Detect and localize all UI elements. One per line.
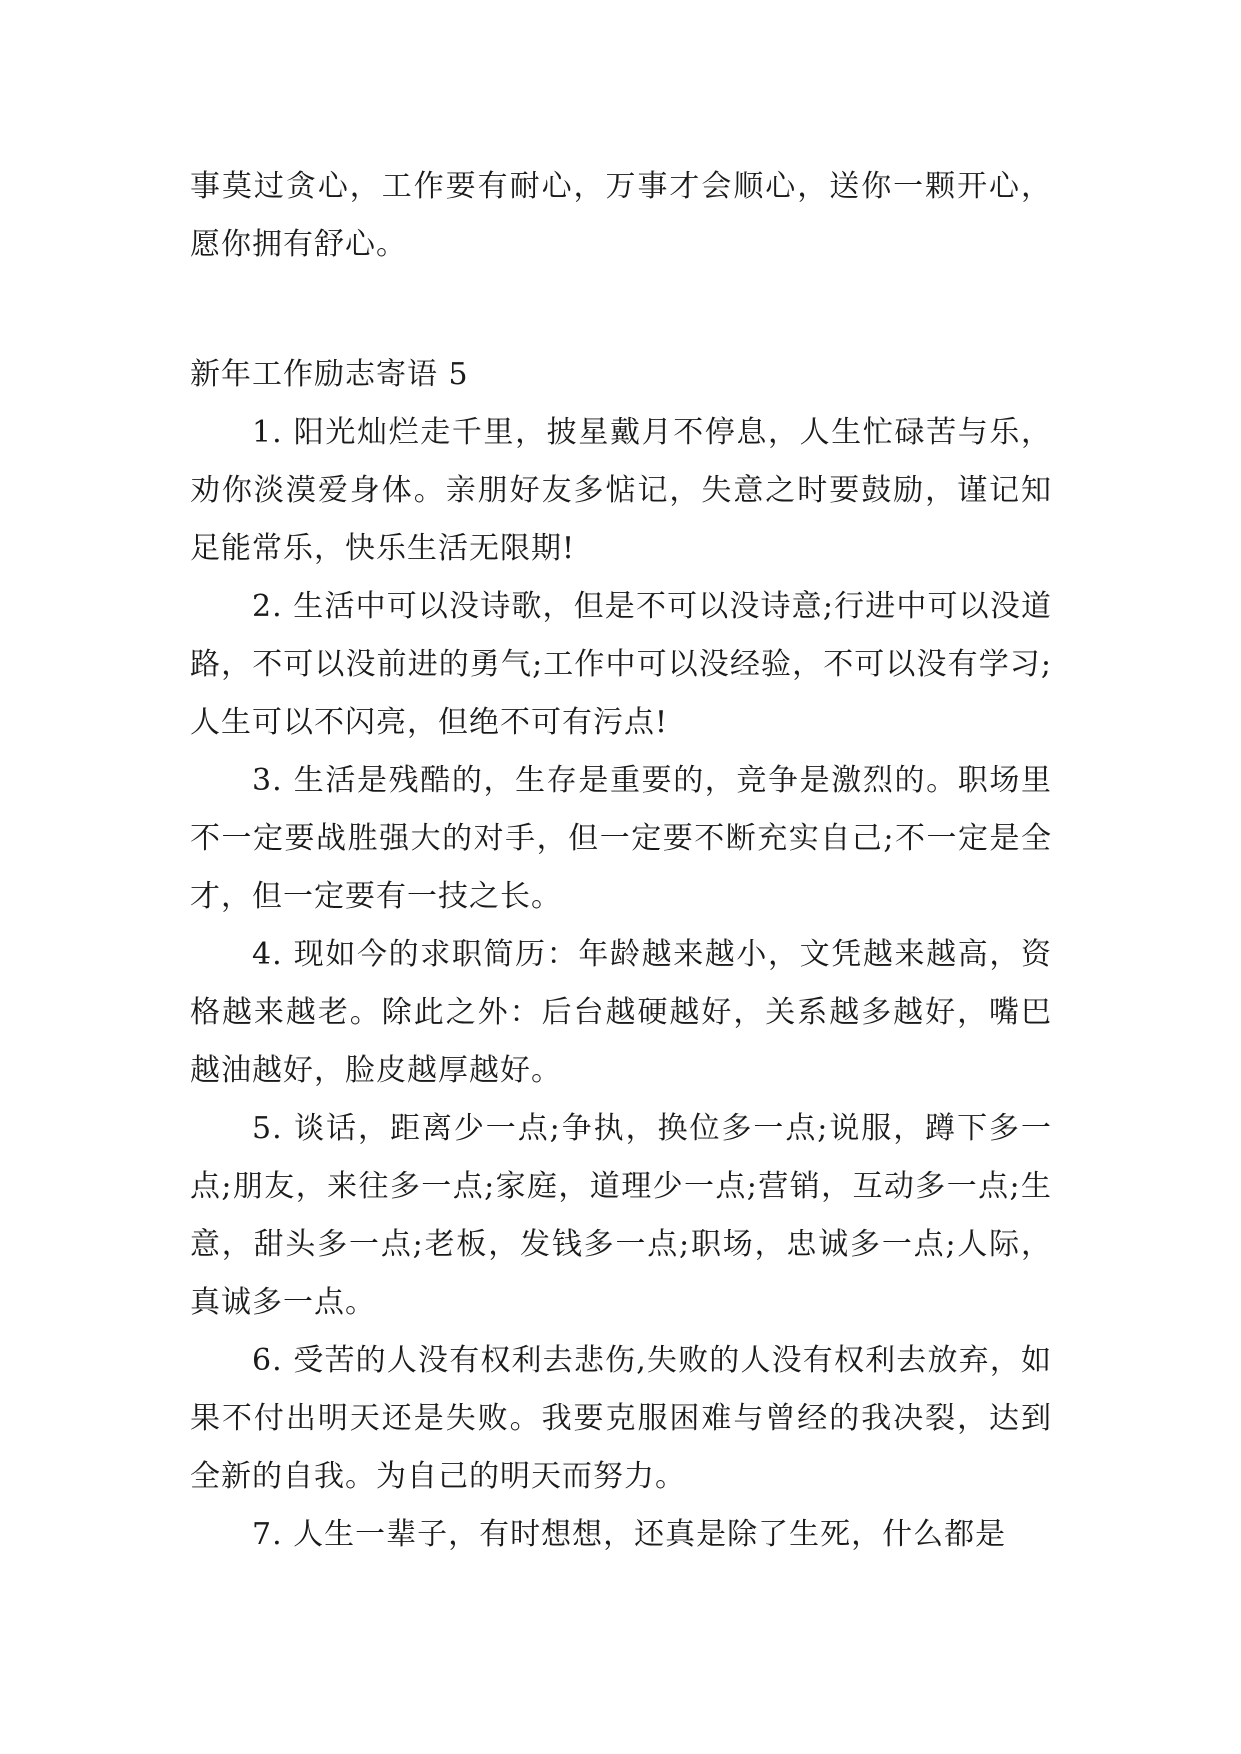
list-item-4: 4. 现如今的求职简历：年龄越来越小，文凭越来越高，资格越来越老。除此之外：后台越硬越好，关系越多越好，嘴巴越油越好，脸皮越厚越好。 [190,937,1052,1088]
document-page [190,158,1052,1564]
list-item-3: 3. 生活是残酷的，生存是重要的，竞争是激烈的。职场里不一定要战胜强大的对手，但一定要不断充实自己;不一定是全才，但一定要有一技之长。 [190,763,1052,914]
lead-paragraph: 事莫过贪心，工作要有耐心，万事才会顺心，送你一颗开心，愿你拥有舒心。 [190,169,1052,262]
section-title: 新年工作励志寄语 5 [190,357,469,392]
list-item-2: 2. 生活中可以没诗歌，但是不可以没诗意;行进中可以没道路，不可以没前进的勇气;工作中可以没经验，不可以没有学习;人生可以不闪亮，但绝不可有污点! [190,589,1052,740]
list-item-5: 5. 谈话，距离少一点;争执，换位多一点;说服，蹲下多一点;朋友，来往多一点;家庭，道理少一点;营销，互动多一点;生意，甜头多一点;老板，发钱多一点;职场，忠诚多一点;人际，真诚多一点。 [190,1111,1052,1320]
list-item-7: 7. 人生一辈子，有时想想，还真是除了生死，什么都是 [252,1517,1007,1552]
list-item-6: 6. 受苦的人没有权利去悲伤,失败的人没有权利去放弃，如果不付出明天还是失败。我要克服困难与曾经的我决裂，达到全新的自我。为自己的明天而努力。 [190,1343,1052,1494]
list-item-1: 1. 阳光灿烂走千里，披星戴月不停息，人生忙碌苦与乐，劝你淡漠爱身体。亲朋好友多惦记，失意之时要鼓励，谨记知足能常乐，快乐生活无限期! [190,415,1052,566]
